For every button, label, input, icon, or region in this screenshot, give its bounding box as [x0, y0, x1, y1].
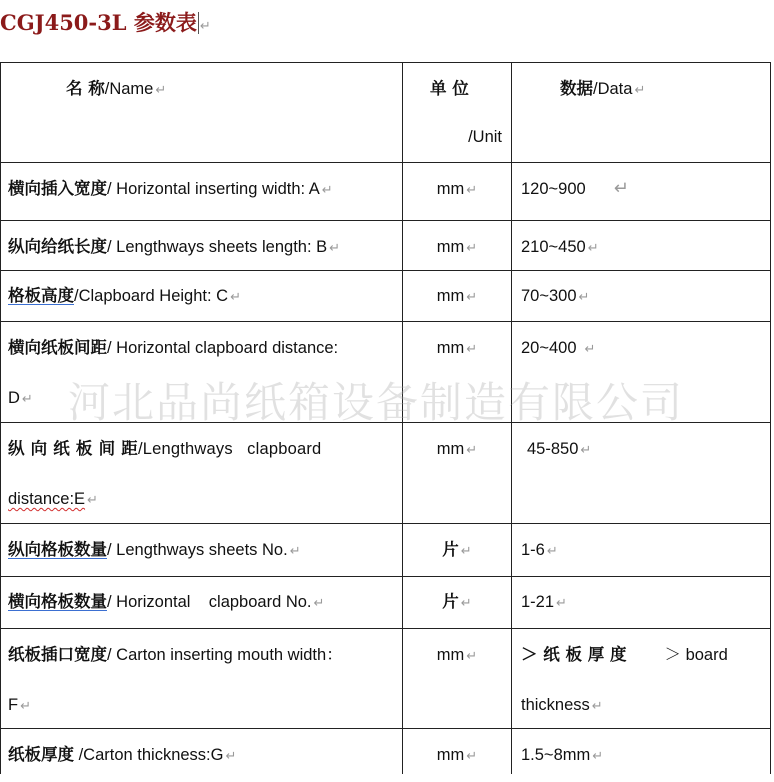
row-name: 纸板插口宽度/ Carton inserting mouth width：	[8, 645, 343, 664]
row-data-cont: thickness ↵	[521, 696, 603, 714]
row-data: 1-6 ↵	[521, 541, 558, 559]
row-data: 70~300 ↵	[521, 287, 590, 305]
text-cursor	[198, 12, 199, 34]
page-title: CGJ450-3L 参数表 ↵	[0, 10, 211, 35]
row-name-cont: D ↵	[8, 389, 33, 407]
paragraph-mark-icon: ↵	[199, 19, 211, 34]
row-name: 格板高度/Clapboard Height: C ↵	[8, 286, 241, 305]
row-unit: 片 ↵	[442, 540, 472, 559]
parameter-table	[0, 62, 771, 774]
watermark: 河北品尚纸箱设备制造有限公司	[68, 378, 685, 427]
row-name: 纸板厚度 /Carton thickness:G ↵	[8, 745, 237, 764]
row-unit: mm ↵	[436, 440, 478, 458]
header-data: 数据/Data ↵	[560, 79, 646, 98]
row-unit: mm ↵	[436, 646, 478, 664]
header-unit-en: /Unit	[468, 128, 502, 146]
row-data: 210~450 ↵	[521, 238, 599, 256]
header-unit-zh: 单 位	[430, 79, 469, 98]
row-data: 120~900 ↵	[521, 178, 629, 199]
row-data: 1.5~8mm ↵	[521, 746, 604, 764]
row-data: 45-850 ↵	[527, 440, 592, 458]
row-unit: mm ↵	[436, 746, 478, 764]
row-name-cont: distance:E ↵	[8, 490, 98, 508]
row-name: 横向插入宽度/ Horizontal inserting width: A ↵	[8, 179, 333, 198]
row-name: 纵向给纸长度/ Lengthways sheets length: B ↵	[8, 237, 341, 256]
row-name: 横向格板数量/ Horizontal clapboard No. ↵	[8, 592, 325, 611]
row-data: 20~400 ↵	[521, 339, 596, 357]
row-unit: mm ↵	[436, 287, 478, 305]
row-name: 纵 向 纸 板 间 距/Lengthways clapboard	[8, 439, 322, 458]
row-unit: 片 ↵	[442, 592, 472, 611]
row-name-cont: F ↵	[8, 696, 31, 714]
row-unit: mm ↵	[436, 339, 478, 357]
row-name: 横向纸板间距/ Horizontal clapboard distance:	[8, 338, 339, 357]
row-name: 纵向格板数量/ Lengthways sheets No. ↵	[8, 540, 301, 559]
row-data: ＞ 纸 板 厚 度 ＞ board	[521, 645, 728, 664]
row-unit: mm ↵	[436, 238, 478, 256]
header-name: 名 称/Name ↵	[66, 79, 167, 98]
row-data: 1-21 ↵	[521, 593, 567, 611]
row-unit: mm ↵	[436, 180, 478, 198]
